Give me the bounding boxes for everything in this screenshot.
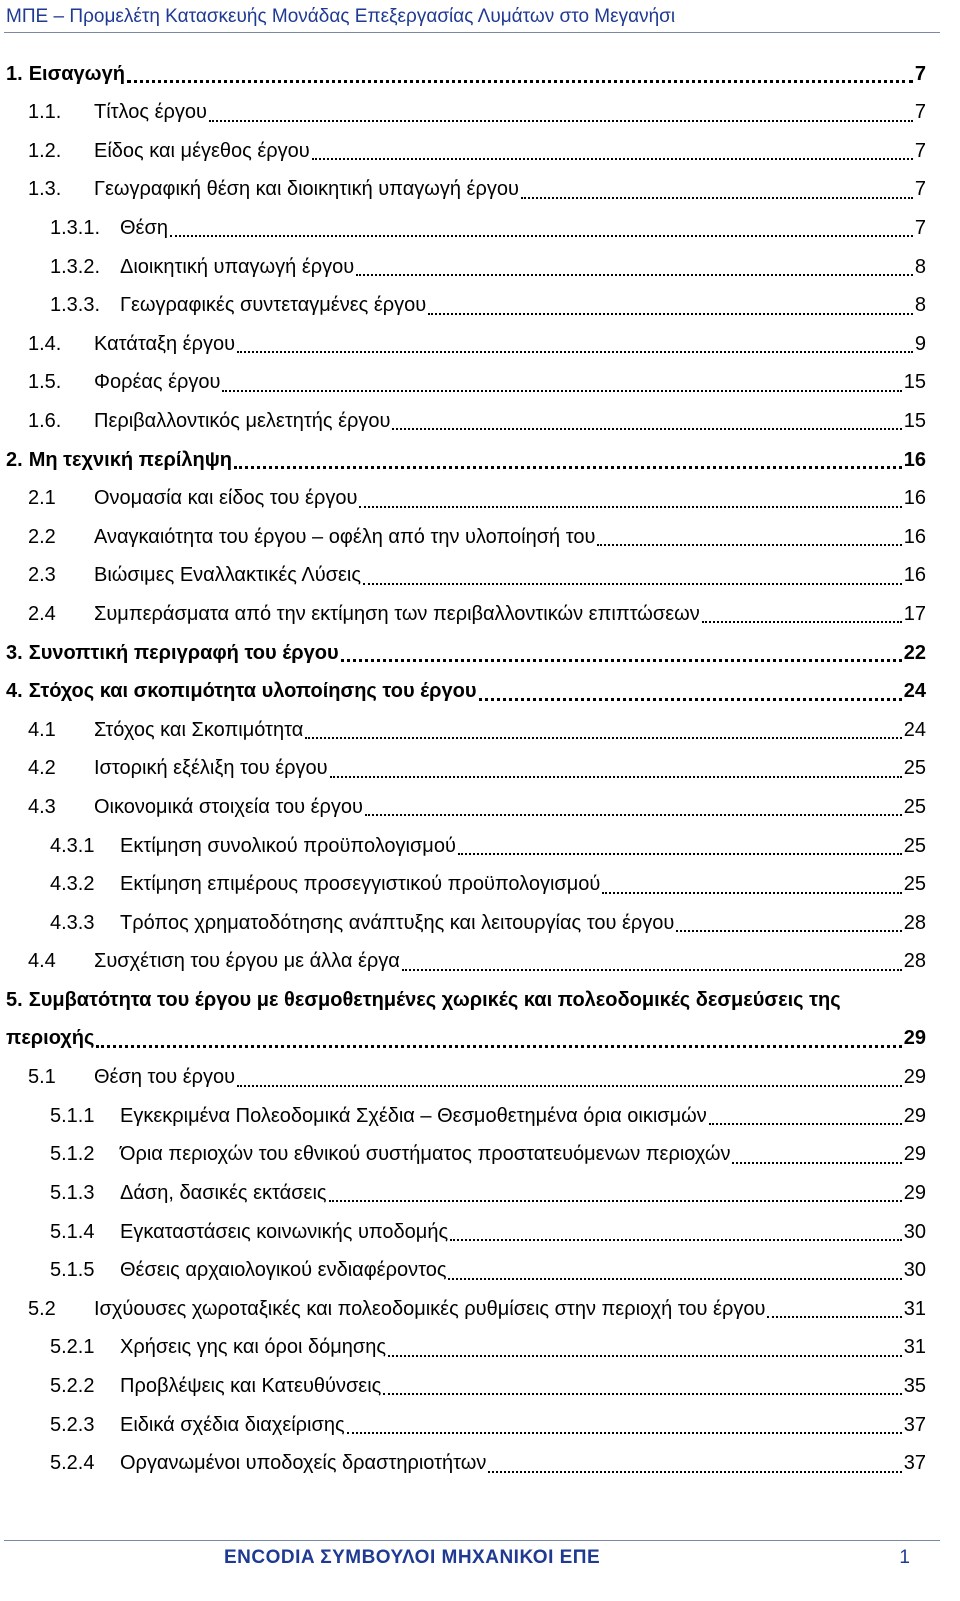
toc-dot-leader <box>602 890 901 894</box>
toc-dot-leader <box>767 1314 901 1318</box>
toc-line <box>6 441 926 479</box>
toc-entry[interactable] <box>0 866 960 904</box>
toc-dot-leader <box>383 1391 901 1395</box>
toc-page-number: 29 <box>903 1143 926 1166</box>
toc-dot-leader <box>209 118 913 122</box>
toc-page-number: 24 <box>903 680 926 703</box>
toc-entry[interactable] <box>0 55 960 93</box>
toc-line <box>50 1252 926 1290</box>
toc-title: Ονομασία και είδος του έργου <box>94 487 358 510</box>
toc-page-number: 16 <box>903 448 926 471</box>
toc-title: Τρόπος χρηματοδότησης ανάπτυξης και λειτουργίας του έργου <box>120 911 675 934</box>
toc-page-number: 30 <box>903 1220 926 1243</box>
toc-number: 4.2 <box>28 757 56 780</box>
page-footer <box>4 1540 940 1581</box>
toc-number: 5. <box>6 988 23 1011</box>
toc-number: 4.3.1 <box>50 834 95 857</box>
toc-line <box>50 1136 926 1174</box>
toc-title: Είδος και μέγεθος έργου <box>94 139 310 162</box>
toc-page-number: 7 <box>914 62 926 85</box>
toc-page-number: 35 <box>903 1374 926 1397</box>
toc-number: 2.4 <box>28 602 56 625</box>
toc-dot-leader <box>458 851 902 855</box>
toc-page-number: 22 <box>903 641 926 664</box>
toc-page-number: 25 <box>903 795 926 818</box>
toc-title: Γεωγραφικές συντεταγμένες έργου <box>120 294 427 317</box>
toc-number: 5.2.1 <box>50 1336 95 1359</box>
toc-number: 4.4 <box>28 950 56 973</box>
toc-title: Εισαγωγή <box>28 62 125 85</box>
toc-title: Γεωγραφική θέση και διοικητική υπαγωγή έργου <box>94 178 519 201</box>
toc-number: 2.1 <box>28 487 56 510</box>
toc-entry[interactable] <box>0 1445 960 1483</box>
document-title: ΜΠΕ – Προμελέτη Κατασκευής Μονάδας Επεξεργασίας Λυμάτων στο Μεγανήσι <box>6 6 676 27</box>
toc-line <box>50 866 926 904</box>
toc-title: Ιστορική εξέλιξη του έργου <box>94 757 328 780</box>
toc-number: 5.1.5 <box>50 1259 95 1282</box>
toc-page-number: 9 <box>914 332 926 355</box>
toc-line <box>50 827 926 865</box>
toc-page-number: 15 <box>903 371 926 394</box>
toc-dot-leader <box>392 426 901 430</box>
toc-dot-leader <box>237 349 913 353</box>
toc-entry[interactable] <box>0 595 960 633</box>
toc-entry[interactable] <box>0 1097 960 1135</box>
toc-number: 1.1. <box>28 101 62 124</box>
toc-dot-leader <box>356 272 913 276</box>
toc-line-wrapped-first <box>6 981 942 1019</box>
toc-line <box>28 1059 926 1097</box>
toc-title: Συμβατότητα του έργου με θεσμοθετημένες χωρικές και πολεοδομικές δεσμεύσεις της <box>28 988 841 1011</box>
footer-page-number: 1 <box>899 1547 910 1568</box>
toc-page-number: 28 <box>903 911 926 934</box>
toc-number: 4. <box>6 680 23 703</box>
toc-page-number: 8 <box>914 255 926 278</box>
toc-title: Περιβαλλοντικός μελετητής έργου <box>94 409 391 432</box>
toc-dot-leader <box>448 1276 901 1280</box>
toc-dot-leader <box>676 928 901 932</box>
toc-line <box>28 1290 926 1328</box>
toc-title: Θέση <box>120 216 168 239</box>
toc-line <box>50 1213 926 1251</box>
toc-line <box>28 711 926 749</box>
toc-page-number: 7 <box>914 101 926 124</box>
toc-title: Εκτίμηση επιμέρους προσεγγιστικού προϋπολογισμού <box>120 873 601 896</box>
toc-title: Συνοπτική περιγραφή του έργου <box>28 641 339 664</box>
toc-page-number: 30 <box>903 1259 926 1282</box>
toc-title: Οργανωμένοι υποδοχείς δραστηριοτήτων <box>120 1452 487 1475</box>
toc-dot-leader <box>312 156 913 160</box>
toc-line <box>50 209 926 247</box>
toc-dot-leader <box>170 233 913 237</box>
toc-number: 5.2.4 <box>50 1452 95 1475</box>
toc-number: 5.2.3 <box>50 1413 95 1436</box>
toc-entry[interactable] <box>0 1290 960 1328</box>
toc-dot-leader <box>237 1083 902 1087</box>
toc-entry[interactable] <box>0 518 960 556</box>
toc-line <box>28 518 926 556</box>
footer-company-name: ENCODIA ΣΥΜΒΟΥΛΟΙ ΜΗΧΑΝΙΚΟΙ ΕΠΕ <box>224 1547 601 1568</box>
toc-page-number: 25 <box>903 834 926 857</box>
toc-title: Τίτλος έργου <box>94 101 207 124</box>
toc-dot-leader <box>488 1469 901 1473</box>
toc-number: 4.3 <box>28 795 56 818</box>
toc-dot-leader <box>450 1237 902 1241</box>
toc-entry[interactable] <box>0 132 960 170</box>
toc-number: 1.5. <box>28 371 62 394</box>
toc-title: Προβλέψεις και Κατευθύνσεις <box>120 1374 382 1397</box>
toc-title: Δάση, δασικές εκτάσεις <box>120 1181 327 1204</box>
toc-line <box>28 402 926 440</box>
toc-line <box>28 943 926 981</box>
toc-line <box>28 132 926 170</box>
toc-title: Εκτίμηση συνολικού προϋπολογισμού <box>120 834 456 857</box>
toc-page-number: 29 <box>903 1027 926 1050</box>
toc-dot-leader <box>702 619 902 623</box>
toc-page-number: 29 <box>903 1104 926 1127</box>
toc-entry[interactable] <box>0 788 960 826</box>
toc-entry[interactable] <box>0 1252 960 1290</box>
toc-dot-leader <box>732 1160 901 1164</box>
toc-page-number: 17 <box>903 602 926 625</box>
toc-entry[interactable] <box>0 711 960 749</box>
toc-title: Στόχος και σκοπιμότητα υλοποίησης του έργου <box>28 680 477 703</box>
toc-line <box>28 750 926 788</box>
toc-line <box>50 1445 926 1483</box>
toc-entry[interactable] <box>0 557 960 595</box>
toc-dot-leader <box>428 311 913 315</box>
toc-entry[interactable] <box>0 943 960 981</box>
toc-page-number: 31 <box>903 1336 926 1359</box>
toc-line <box>6 55 926 93</box>
toc-dot-leader <box>365 812 902 816</box>
toc-entry[interactable] <box>0 827 960 865</box>
toc-title: Συμπεράσματα από την εκτίμηση των περιβαλλοντικών επιπτώσεων <box>94 602 700 625</box>
toc-entry[interactable] <box>0 1174 960 1212</box>
toc-dot-leader <box>402 967 902 971</box>
toc-title: Όρια περιοχών του εθνικού συστήματος προστατευόμενων περιοχών <box>120 1143 731 1166</box>
toc-dot-leader <box>597 542 901 546</box>
toc-dot-leader <box>305 735 901 739</box>
toc-number: 1.6. <box>28 409 62 432</box>
toc-number: 5.2.2 <box>50 1374 95 1397</box>
toc-title: Αναγκαιότητα του έργου – οφέλη από την υλοποίησή του <box>94 525 596 548</box>
toc-title: Φορέας έργου <box>94 371 221 394</box>
toc-entry[interactable] <box>0 480 960 518</box>
toc-number: 2. <box>6 448 23 471</box>
toc-line <box>50 1329 926 1367</box>
toc-entry[interactable] <box>0 248 960 286</box>
toc-entry[interactable] <box>0 1213 960 1251</box>
toc-dot-leader <box>347 1430 902 1434</box>
toc-page-number: 8 <box>914 294 926 317</box>
toc-number: 5.1.4 <box>50 1220 95 1243</box>
toc-dot-leader <box>222 388 901 392</box>
toc-entry[interactable] <box>0 750 960 788</box>
toc-number: 1.3. <box>28 178 62 201</box>
toc-title-continued: περιοχής <box>6 1027 95 1050</box>
toc-line <box>50 1097 926 1135</box>
toc-line <box>50 248 926 286</box>
toc-title: Ειδικά σχέδια διαχείρισης <box>120 1413 345 1436</box>
toc-line <box>28 94 926 132</box>
toc-title: Μη τεχνική περίληψη <box>28 448 233 471</box>
toc-number: 5.2 <box>28 1297 56 1320</box>
toc-entry[interactable] <box>0 1136 960 1174</box>
toc-dot-leader <box>330 774 902 778</box>
toc-title: Εγκεκριμένα Πολεοδομικά Σχέδια – Θεσμοθετημένα όρια οικισμών <box>120 1104 707 1127</box>
toc-title: Στόχος και Σκοπιμότητα <box>94 718 304 741</box>
toc-dot-leader <box>234 464 902 469</box>
toc-title: Συσχέτιση του έργου με άλλα έργα <box>94 950 400 973</box>
toc-page-number: 15 <box>903 409 926 432</box>
toc-page-number: 16 <box>903 564 926 587</box>
toc-entry[interactable] <box>0 402 960 440</box>
toc-entry[interactable] <box>0 1367 960 1405</box>
toc-line <box>28 325 926 363</box>
toc-entry[interactable] <box>0 171 960 209</box>
toc-number: 1.3.2. <box>50 255 101 278</box>
toc-page-number: 16 <box>903 525 926 548</box>
toc-number: 5.1.1 <box>50 1104 95 1127</box>
toc-title: Βιώσιμες Εναλλακτικές Λύσεις <box>94 564 361 587</box>
toc-dot-leader <box>479 696 902 701</box>
toc-number: 1.3.1. <box>50 216 101 239</box>
toc-number: 4.3.2 <box>50 873 95 896</box>
toc-number: 2.2 <box>28 525 56 548</box>
toc-number: 2.3 <box>28 564 56 587</box>
toc-entry[interactable] <box>0 981 960 1058</box>
toc-dot-leader <box>359 504 901 508</box>
toc-dot-leader <box>521 195 913 199</box>
toc-number: 3. <box>6 641 23 664</box>
toc-line <box>50 1174 926 1212</box>
toc-title: Θέση του έργου <box>94 1066 236 1089</box>
toc-line <box>28 364 926 402</box>
toc-title: Χρήσεις γης και όροι δόμησης <box>120 1336 387 1359</box>
toc-page-number: 7 <box>914 216 926 239</box>
toc-entry[interactable] <box>0 364 960 402</box>
toc-dot-leader <box>363 581 902 585</box>
toc-dot-leader <box>96 1043 901 1048</box>
toc-page-number: 29 <box>903 1066 926 1089</box>
toc-line <box>28 480 926 518</box>
toc-number: 1. <box>6 62 23 85</box>
toc-number: 1.2. <box>28 139 62 162</box>
page-header <box>4 2 940 33</box>
toc-page-number: 7 <box>914 178 926 201</box>
toc-title: Κατάταξη έργου <box>94 332 236 355</box>
toc-page-number: 28 <box>903 950 926 973</box>
toc-line <box>28 595 926 633</box>
toc-entry[interactable] <box>0 209 960 247</box>
toc-line <box>50 904 926 942</box>
toc-entry[interactable] <box>0 94 960 132</box>
toc-entry[interactable] <box>0 1059 960 1097</box>
toc-page-number: 7 <box>914 139 926 162</box>
toc-line <box>50 1367 926 1405</box>
toc-dot-leader <box>127 78 913 83</box>
toc-number: 1.4. <box>28 332 62 355</box>
toc-line <box>6 1020 926 1058</box>
toc-line <box>28 788 926 826</box>
toc-line <box>28 557 926 595</box>
toc-line <box>6 673 926 711</box>
toc-number: 4.1 <box>28 718 56 741</box>
toc-line <box>50 1406 926 1444</box>
toc-line <box>50 287 926 325</box>
toc-entry[interactable] <box>0 904 960 942</box>
toc-entry[interactable] <box>0 441 960 479</box>
toc-entry[interactable] <box>0 634 960 672</box>
toc-number: 5.1.3 <box>50 1181 95 1204</box>
toc-number: 1.3.3. <box>50 294 101 317</box>
toc-entry[interactable] <box>0 1406 960 1444</box>
toc-entry[interactable] <box>0 325 960 363</box>
toc-line <box>28 171 926 209</box>
toc-dot-leader <box>709 1121 902 1125</box>
toc-title: Ισχύουσες χωροταξικές και πολεοδομικές ρυθμίσεις στην περιοχή του έργου <box>94 1297 766 1320</box>
toc-dot-leader <box>329 1198 902 1202</box>
toc-number: 4.3.3 <box>50 911 95 934</box>
toc-title: Εγκαταστάσεις κοινωνικής υποδομής <box>120 1220 449 1243</box>
toc-page-number: 25 <box>903 873 926 896</box>
toc-number: 5.1 <box>28 1066 56 1089</box>
toc-title: Διοικητική υπαγωγή έργου <box>120 255 355 278</box>
toc-number: 5.1.2 <box>50 1143 95 1166</box>
toc-line <box>6 634 926 672</box>
toc-page-number: 29 <box>903 1181 926 1204</box>
toc-page-number: 31 <box>903 1297 926 1320</box>
toc-page-number: 24 <box>903 718 926 741</box>
toc-page-number: 16 <box>903 487 926 510</box>
toc-title: Οικονομικά στοιχεία του έργου <box>94 795 363 818</box>
toc-page-number: 37 <box>903 1452 926 1475</box>
toc-page-number: 25 <box>903 757 926 780</box>
toc-dot-leader <box>388 1353 902 1357</box>
toc-dot-leader <box>341 657 902 662</box>
toc-entry[interactable] <box>0 1329 960 1367</box>
toc-title: Θέσεις αρχαιολογικού ενδιαφέροντος <box>120 1259 447 1282</box>
toc-entry[interactable] <box>0 287 960 325</box>
toc-page-number: 37 <box>903 1413 926 1436</box>
toc-entry[interactable] <box>0 673 960 711</box>
